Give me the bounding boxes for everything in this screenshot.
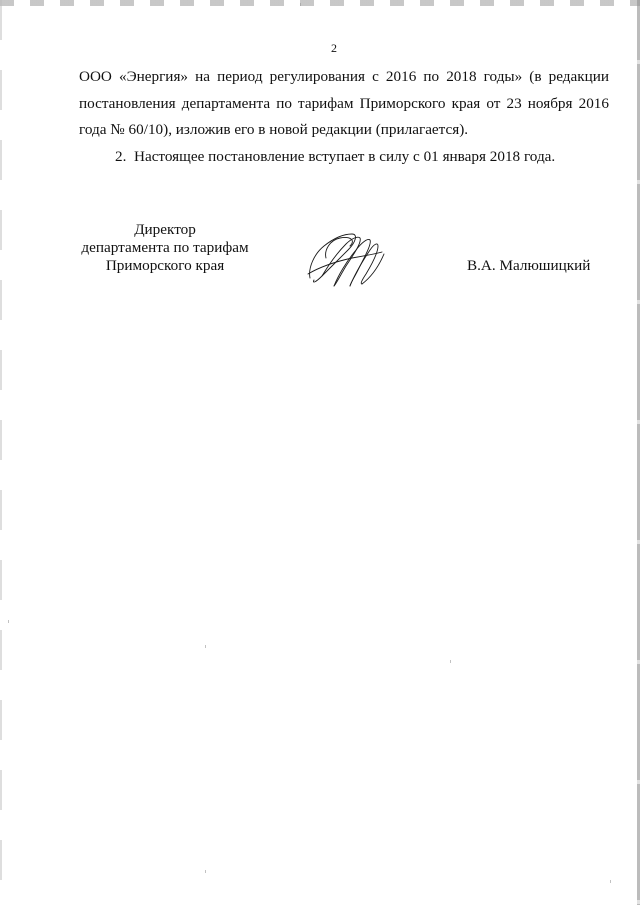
- handwritten-signature: [300, 228, 390, 290]
- paragraph-text: Настоящее постановление вступает в силу с 01 января 2018 года.: [133, 147, 556, 165]
- scan-speck: [610, 880, 611, 883]
- scan-speck: [450, 660, 451, 663]
- paragraph-item-2: [79, 144, 609, 171]
- scan-speck: [205, 870, 206, 873]
- signatory-name: В.А. Малюшицкий: [467, 257, 591, 274]
- scan-edge-left: [0, 0, 2, 905]
- scan-edge-top: [0, 0, 640, 6]
- paragraph-continued: ООО «Энергия» на период регулирования с 2016 по 2018 годы» (в редакции постановления департамента по тарифам Приморского края от 23 ноября 2016 года № 60/10), изложив его в новой редакции (прилагается).: [79, 68, 609, 138]
- signatory-title-line: Приморского края: [105, 257, 225, 274]
- signatory-title: [70, 221, 260, 275]
- paragraph-number: 2.: [115, 147, 127, 165]
- document-body: [79, 64, 609, 170]
- page-number: 2: [331, 41, 337, 55]
- signatory-title-line: департамента по тарифам: [81, 239, 249, 256]
- signatory-title-line: Директор: [134, 221, 196, 238]
- scan-speck: [300, 3, 301, 6]
- scan-speck: [8, 620, 9, 623]
- scan-speck: [205, 645, 206, 648]
